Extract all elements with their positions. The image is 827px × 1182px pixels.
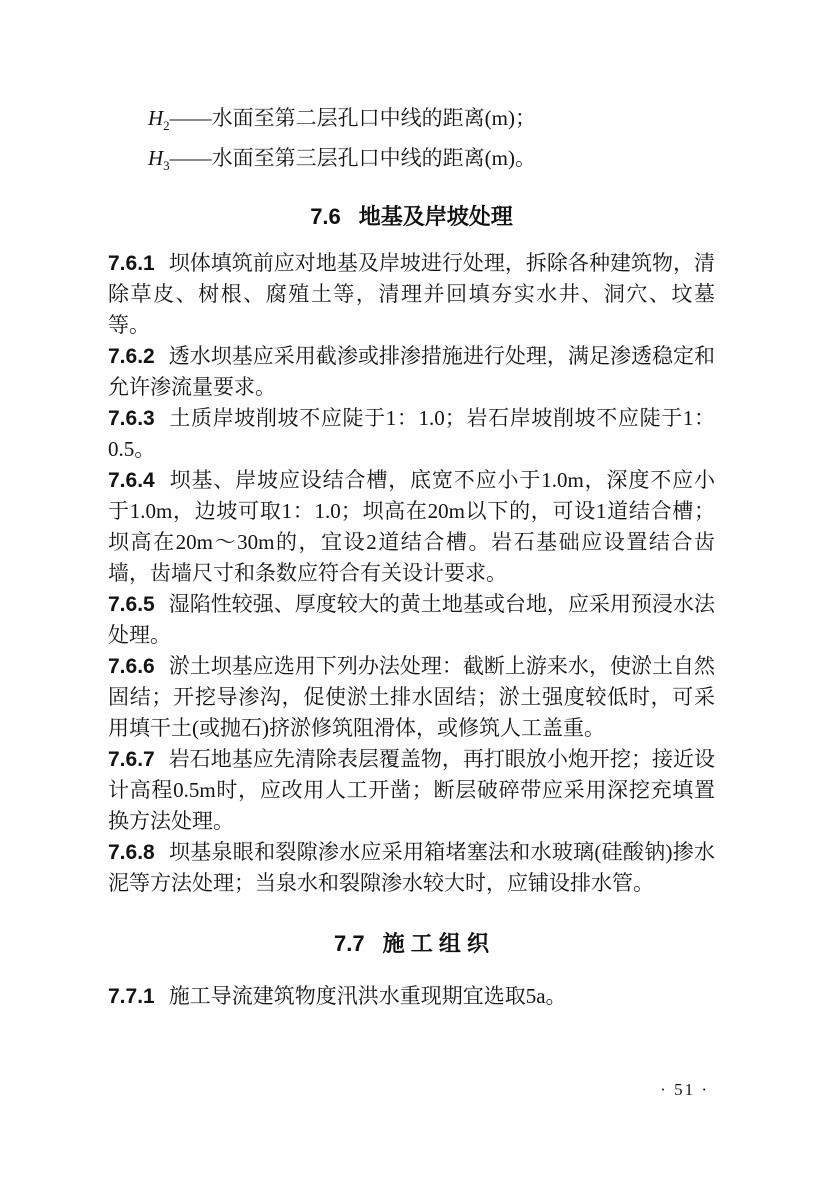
clause-number: 7.6.5 (108, 593, 155, 616)
clause-number: 7.6.8 (108, 841, 155, 864)
symbol-definitions (108, 98, 715, 178)
symbol-h2 (148, 106, 170, 134)
clause-7-6-2 (108, 341, 715, 403)
clause-number: 7.6.3 (108, 407, 155, 430)
definition-text: ——水面至第三层孔口中线的距离(m)。 (169, 146, 536, 170)
clause-text: 岩石地基应先清除表层覆盖物，再打眼放小炮开挖；接近设计高程0.5m时，应改用人工开凿；断层破碎带应采用深挖充填置换方法处理。 (108, 747, 715, 833)
clause-text: 坝基、岸坡应设结合槽，底宽不应小于1.0m，深度不应小于1.0m，边坡可取1：1.0；坝高在20m以下的，可设1道结合槽；坝高在20m～30m的，宜设2道结合槽。岩石基础应设置结合齿墙，齿墙尺寸和条数应符合有关设计要求。 (108, 468, 715, 585)
clause-number: 7.7.1 (108, 985, 155, 1008)
symbol-letter: H (148, 106, 164, 130)
section-heading-7-6 (108, 202, 715, 232)
clause-7-6-3 (108, 403, 715, 465)
clause-text: 施工导流建筑物度汛洪水重现期宜选取5a。 (168, 984, 567, 1008)
clause-text: 土质岸坡削坡不应陡于1：1.0；岩石岸坡削坡不应陡于1：0.5。 (108, 406, 715, 461)
clause-7-6-8 (108, 837, 715, 899)
definition-line-h3 (148, 138, 715, 178)
symbol-letter: H (148, 146, 164, 170)
clause-7-6-6 (108, 651, 715, 744)
symbol-subscript: 2 (163, 118, 170, 134)
clause-7-6-7 (108, 744, 715, 837)
clause-text: 湿陷性较强、厚度较大的黄土地基或台地，应采用预浸水法处理。 (108, 592, 715, 647)
clause-text: 坝基泉眼和裂隙渗水应采用箱堵塞法和水玻璃(硅酸钠)掺水泥等方法处理；当泉水和裂隙渗水较大时，应铺设排水管。 (108, 840, 715, 895)
definition-line-h2 (148, 98, 715, 138)
section-title: 地基及岸坡处理 (358, 204, 513, 229)
clause-number: 7.6.2 (108, 345, 155, 368)
clause-number: 7.6.6 (108, 655, 155, 678)
symbol-subscript: 3 (163, 158, 170, 174)
clause-7-6-4 (108, 465, 715, 589)
section-heading-7-7 (108, 929, 715, 959)
symbol-h3 (148, 146, 170, 174)
definition-text: ——水面至第二层孔口中线的距离(m)； (169, 106, 536, 130)
page-number: · 51 · (660, 1080, 709, 1099)
clause-7-6-1 (108, 248, 715, 341)
clause-number: 7.6.4 (108, 469, 155, 492)
section-title: 施 工 组 织 (382, 931, 489, 956)
section-number: 7.7 (334, 931, 365, 956)
clause-7-6-5 (108, 589, 715, 651)
clause-text: 透水坝基应采用截渗或排渗措施进行处理，满足渗透稳定和允许渗流量要求。 (108, 344, 715, 399)
clause-number: 7.6.1 (108, 252, 155, 275)
clause-number: 7.6.7 (108, 748, 155, 771)
section-number: 7.6 (310, 204, 341, 229)
clause-text: 淤土坝基应选用下列办法处理：截断上游来水，使淤土自然固结；开挖导渗沟，促使淤土排水固结；淤土强度较低时，可采用填干土(或抛石)挤淤修筑阻滑体，或修筑人工盖重。 (108, 654, 715, 740)
clause-text: 坝体填筑前应对地基及岸坡进行处理，拆除各种建筑物，清除草皮、树根、腐殖土等，清理并回填夯实水井、洞穴、坟墓等。 (108, 251, 715, 337)
clause-7-7-1 (108, 981, 715, 1012)
